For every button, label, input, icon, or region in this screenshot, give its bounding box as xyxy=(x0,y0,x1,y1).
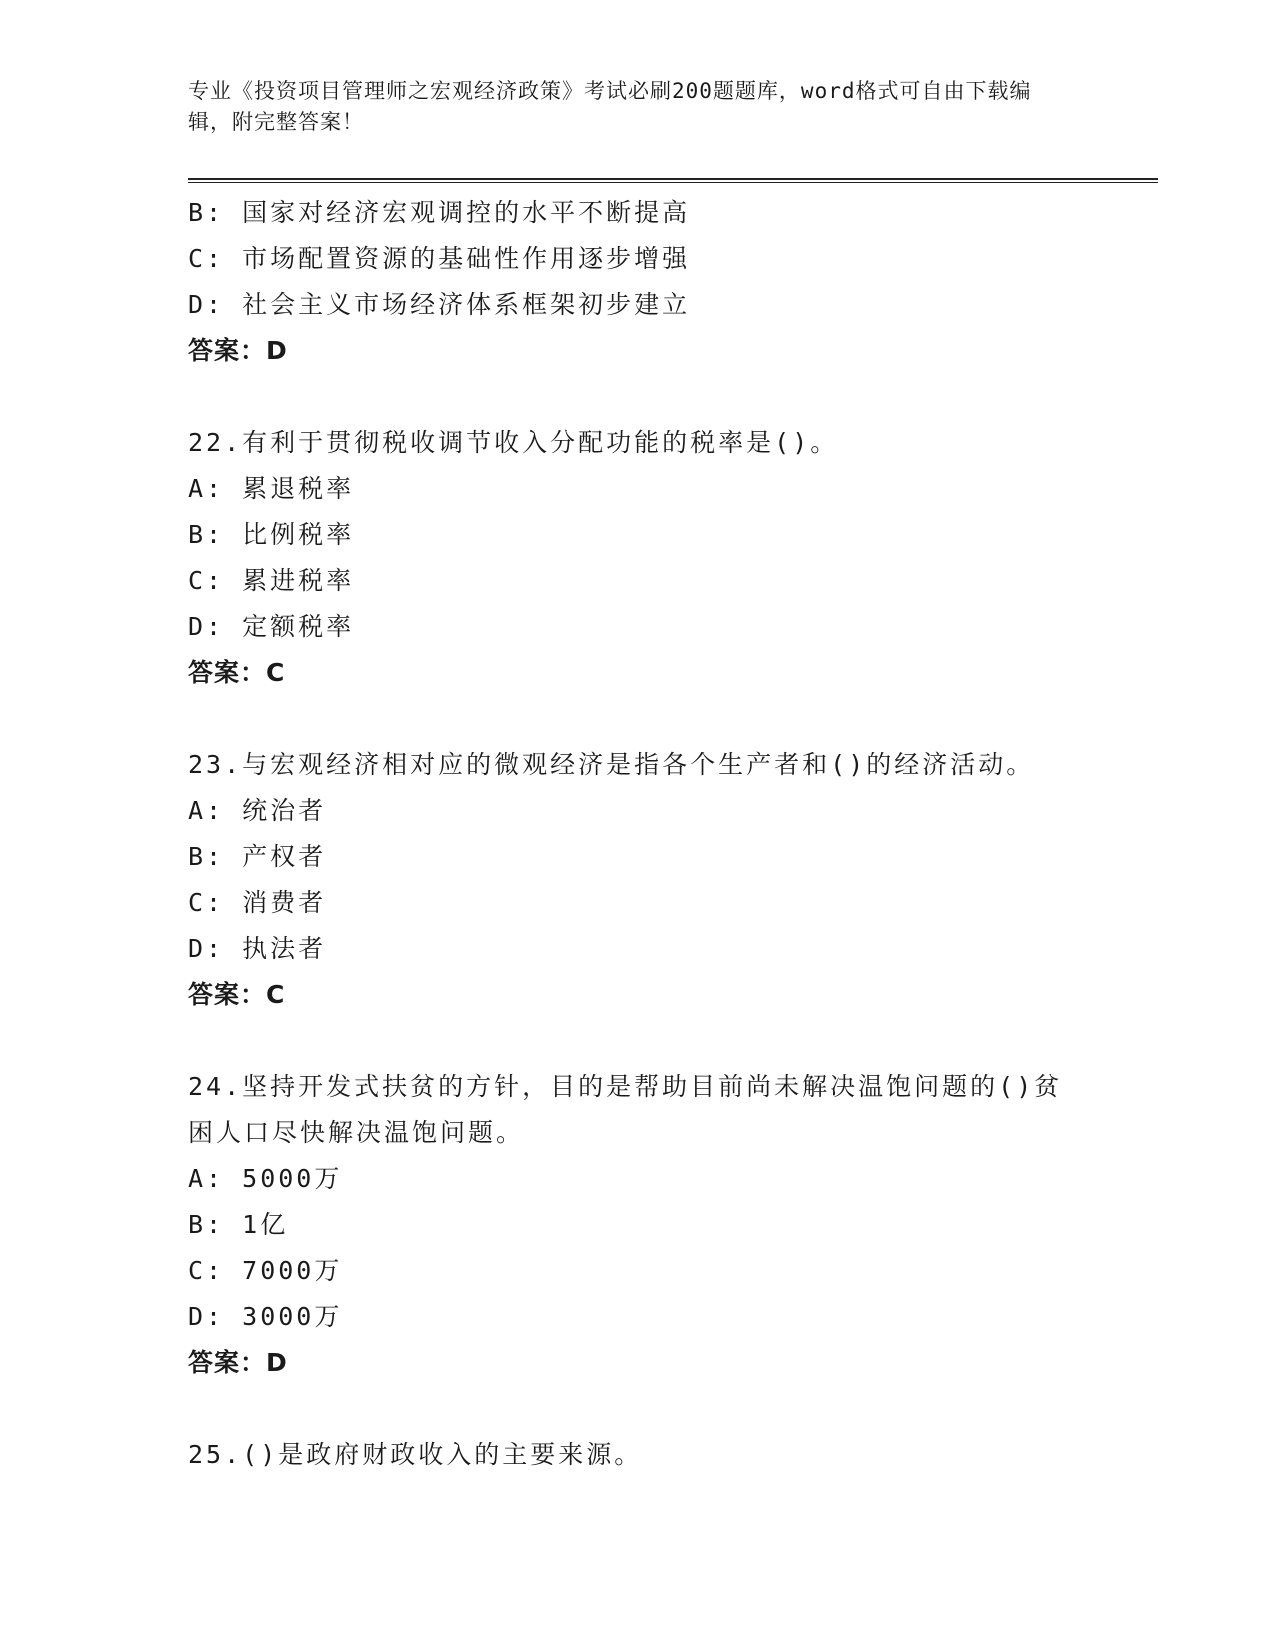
option-c: C: 消费者 xyxy=(188,888,327,917)
option-c: C: 市场配置资源的基础性作用逐步增强 xyxy=(188,244,691,273)
answer: 答案：D xyxy=(188,336,288,365)
option-c: C: 累进税率 xyxy=(188,566,355,595)
question-list xyxy=(188,190,1158,1478)
spacer xyxy=(188,374,1158,420)
spacer xyxy=(188,1018,1158,1064)
option-b: B: 产权者 xyxy=(188,842,327,871)
question-21-tail xyxy=(188,190,1158,374)
question-text: 25.()是政府财政收入的主要来源。 xyxy=(188,1440,643,1469)
option-d: D: 定额税率 xyxy=(188,612,355,641)
answer: 答案：D xyxy=(188,1348,288,1377)
option-b: B: 国家对经济宏观调控的水平不断提高 xyxy=(188,198,691,227)
option-c: C: 7000万 xyxy=(188,1256,343,1285)
question-22 xyxy=(188,420,1158,696)
answer: 答案：C xyxy=(188,658,286,687)
spacer xyxy=(188,696,1158,742)
option-a: A: 累退税率 xyxy=(188,474,355,503)
option-d: D: 3000万 xyxy=(188,1302,343,1331)
option-d: D: 执法者 xyxy=(188,934,327,963)
question-24 xyxy=(188,1064,1158,1386)
question-text: 22.有利于贯彻税收调节收入分配功能的税率是()。 xyxy=(188,428,839,457)
option-a: A: 5000万 xyxy=(188,1164,343,1193)
option-b: B: 比例税率 xyxy=(188,520,355,549)
question-text: 23.与宏观经济相对应的微观经济是指各个生产者和()的经济活动。 xyxy=(188,750,1035,779)
question-text: 24.坚持开发式扶贫的方针，目的是帮助目前尚未解决温饱问题的()贫困人口尽快解决温饱问题。 xyxy=(188,1072,1063,1147)
header-divider xyxy=(188,178,1158,183)
document-header: 专业《投资项目管理师之宏观经济政策》考试必刷200题题库，word格式可自由下载编辑，附完整答案！ xyxy=(188,79,1032,134)
option-d: D: 社会主义市场经济体系框架初步建立 xyxy=(188,290,691,319)
answer: 答案：C xyxy=(188,980,286,1009)
question-23 xyxy=(188,742,1158,1018)
option-a: A: 统治者 xyxy=(188,796,327,825)
option-b: B: 1亿 xyxy=(188,1210,289,1239)
question-25 xyxy=(188,1432,1158,1478)
spacer xyxy=(188,1386,1158,1432)
